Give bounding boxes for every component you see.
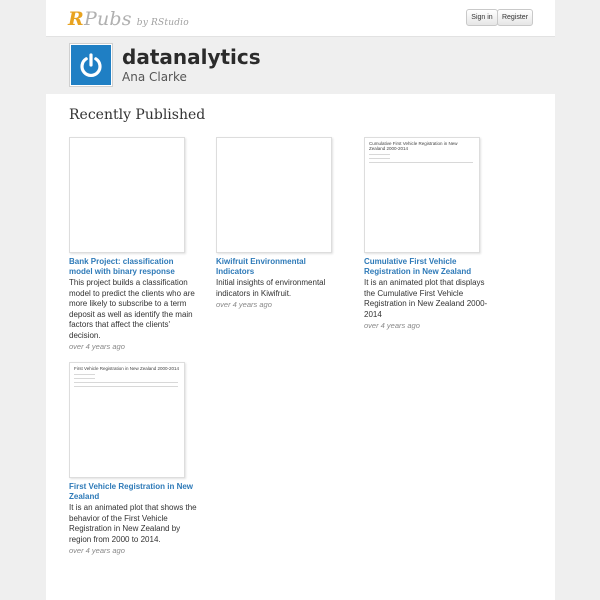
register-button[interactable]: Register bbox=[497, 9, 533, 26]
publication-thumbnail[interactable] bbox=[69, 137, 185, 253]
thumbnail-line bbox=[74, 382, 178, 383]
thumbnail-preview bbox=[369, 141, 475, 163]
profile-fullname: Ana Clarke bbox=[122, 70, 187, 84]
publication-card bbox=[364, 137, 494, 330]
thumbnail-line bbox=[74, 374, 95, 375]
publication-time: over 4 years ago bbox=[69, 546, 125, 555]
publication-title-link[interactable]: Bank Project: classification model with binary response bbox=[69, 257, 175, 276]
sign-in-button[interactable]: Sign in bbox=[466, 9, 498, 26]
main-content bbox=[46, 94, 555, 600]
thumbnail-line bbox=[369, 162, 473, 163]
section-title: Recently Published bbox=[69, 107, 206, 123]
publication-thumbnail[interactable] bbox=[216, 137, 332, 253]
publication-thumbnail[interactable] bbox=[69, 362, 185, 478]
publication-time: over 4 years ago bbox=[364, 321, 420, 330]
publication-description: Initial insights of environmental indicators in Kiwifruit. bbox=[216, 278, 326, 298]
thumbnail-title: First Vehicle Registration in New Zealand 2000-2014 bbox=[74, 366, 180, 371]
profile-header bbox=[46, 37, 555, 94]
power-icon bbox=[71, 45, 111, 85]
rpubs-logo[interactable] bbox=[68, 8, 189, 30]
thumbnail-preview bbox=[74, 366, 180, 387]
thumbnail-line bbox=[369, 158, 390, 159]
publication-title-link[interactable]: First Vehicle Registration in New Zealand bbox=[69, 482, 194, 501]
publication-title-link[interactable]: Kiwifruit Environmental Indicators bbox=[216, 257, 306, 276]
logo-r: R bbox=[68, 8, 84, 30]
publication-time: over 4 years ago bbox=[69, 342, 125, 351]
avatar[interactable] bbox=[69, 43, 113, 87]
publication-time: over 4 years ago bbox=[216, 300, 272, 309]
logo-by-rstudio: by RStudio bbox=[136, 18, 189, 28]
thumbnail-line bbox=[369, 154, 390, 155]
thumbnail-line bbox=[74, 378, 95, 379]
publication-card bbox=[69, 137, 199, 351]
thumbnail-title: Cumulative First Vehicle Registration in New Zealand 2000-2014 bbox=[369, 141, 458, 151]
publication-title-link[interactable]: Cumulative First Vehicle Registration in New Zealand bbox=[364, 257, 472, 276]
publication-description: It is an animated plot that displays the Cumulative First Vehicle Registration in New Zealand 2000-2014 bbox=[364, 278, 488, 319]
profile-username: datanalytics bbox=[122, 45, 261, 69]
publication-description: It is an animated plot that shows the behavior of the First Vehicle Registration in New Zealand by region from 2000 to 2014. bbox=[69, 503, 197, 544]
thumbnail-line bbox=[74, 386, 178, 387]
page-container bbox=[46, 0, 555, 600]
publication-card bbox=[69, 362, 199, 555]
publication-thumbnail[interactable] bbox=[364, 137, 480, 253]
top-navbar bbox=[46, 0, 555, 37]
publication-card bbox=[216, 137, 346, 309]
publication-description: This project builds a classification model to predict the clients who are more likely to subscribe to a term deposit as well as identify the main factors that affect the clients' decision. bbox=[69, 278, 195, 340]
logo-pubs: Pubs bbox=[84, 8, 132, 30]
